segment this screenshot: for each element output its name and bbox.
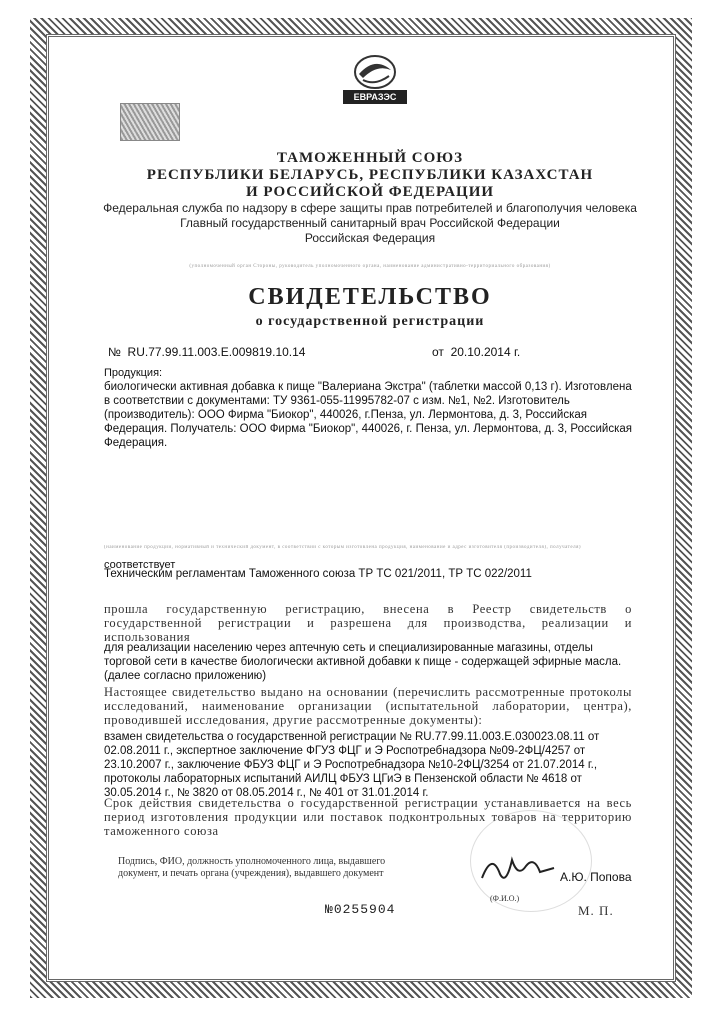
reg-prefix: №	[108, 345, 121, 359]
eurasec-logo	[333, 52, 417, 106]
fio-label: (Ф.И.О.)	[490, 894, 520, 903]
authority-line3: Российская Федерация	[304, 231, 436, 245]
product-label: Продукция:	[104, 367, 163, 379]
conformity-text: Техническим регламентам Таможенного союза ТР ТС 021/2011, ТР ТС 022/2011	[104, 568, 532, 580]
basis-text: взамен свидетельства о государственной регистрации № RU.77.99.11.003.E.030023.08.11 от 02.08.2011 г., экспертное заключение ФГУЗ ФЦГ и Э Роспотребнадзора №09-2ФЦ/4257 от 23.10.2007 г., заключение ФБУЗ ФЦГ и Э Роспотребнадзора №10-2ФЦ/3254 от 21.07.2014 г., протоколы лабораторных испытаний АИЛЦ ФБУЗ ЦГиЭ в Пензенской области № 4618 от 30.05.2014 г., № 3820 от 08.05.2014 г., № 401 от 31.01.2014 г.	[104, 731, 600, 799]
authority-fine-print: (уполномоченный орган Стороны, руководитель уполномоченного органа, наименование административно-территориального образования)	[189, 264, 551, 269]
header-line2: РЕСПУБЛИКИ БЕЛАРУСЬ, РЕСПУБЛИКИ КАЗАХСТАН	[146, 167, 594, 183]
serial-prefix: №	[325, 902, 334, 917]
product-fine-print: (наименование продукции, нормативный и технический документ, в соответствии с которым изготовлена продукция, наименование и адрес изготовителя (производителя), получателя)	[104, 545, 582, 550]
document-subtitle: о государственной регистрации	[255, 314, 485, 329]
reg-number-row	[108, 345, 305, 359]
reg-date-row	[432, 345, 520, 359]
usage-text: для реализации населению через аптечную сеть и специализированные магазины, отделы торговой сети в качестве биологически активной добавки к пище - содержащей эфирные масла. (далее согласно приложению)	[104, 642, 622, 682]
signatory-name: А.Ю. Попова	[560, 870, 632, 884]
product-text: биологически активная добавка к пище "Валериана Экстра" (таблетки массой 0,13 г). Изготовлена в соответствии с документами: ТУ 9361-055-11995782-07 с изм. №1, №2. Изготовитель (производитель): ООО Фирма "Биокор", 440026, г.Пенза, ул. Лермонтова, д. 3, Российская Федерация. Получатель: ООО Фирма "Биокор", 440026, г. Пенза, ул. Лермонтова, д. 3, Российская Федерация.	[104, 381, 632, 449]
mp-label: М. П.	[578, 903, 614, 918]
basis-intro: Настоящее свидетельство выдано на основании (перечислить рассмотренные протоколы исследований, наименование организации (испытательной лаборатории, центра), проводившей исследования, другие рассмотренные документы):	[104, 685, 632, 727]
document-title: СВИДЕТЕЛЬСТВО	[248, 284, 492, 310]
serial-number	[325, 902, 395, 917]
signature-image	[478, 848, 558, 893]
reg-date-prefix: от	[432, 345, 444, 359]
header-line1: ТАМОЖЕННЫЙ СОЮЗ	[276, 150, 464, 166]
logo-text: ЕВРАЗЭС	[353, 92, 397, 102]
header-line3: И РОССИЙСКОЙ ФЕДЕРАЦИИ	[245, 184, 495, 200]
hologram-sticker	[120, 103, 180, 141]
reg-date: 20.10.2014 г.	[450, 345, 521, 359]
signature-caption: Подпись, ФИО, должность уполномоченного лица, выдавшего документ, и печать органа (учреждения), выдавшего документ	[118, 856, 386, 879]
serial-value: 0255904	[333, 902, 396, 917]
registration-text: прошла государственную регистрацию, внесена в Реестр свидетельств о государственной регистрации и разрешена для производства, реализации и использования	[104, 602, 632, 644]
conformity-label: соответствует	[104, 559, 176, 571]
authority-line1: Федеральная служба по надзору в сфере защиты прав потребителей и благополучия человека	[103, 201, 637, 215]
validity-text: Срок действия свидетельства о государственной регистрации устанавливается на весь период изготовления продукции или поставок подконтрольных товаров на территорию таможенного союза	[104, 796, 632, 838]
authority-line2: Главный государственный санитарный врач Российской Федерации	[180, 216, 560, 230]
reg-number: RU.77.99.11.003.E.009819.10.14	[127, 345, 306, 359]
